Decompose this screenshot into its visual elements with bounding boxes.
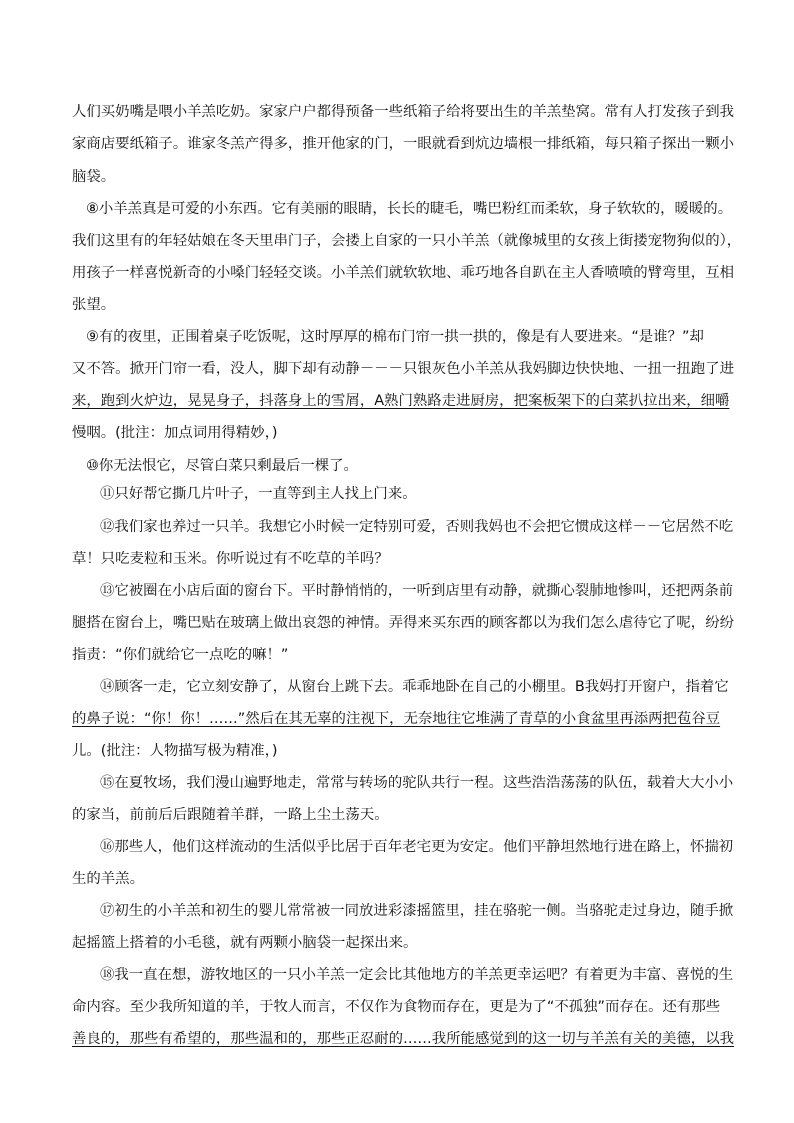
underlined-line-c: 善良的，那些有希望的，那些温和的，那些正忍耐的……我所能感觉到的这一切与羊羔有关的美德，以我 [72,1031,734,1047]
text-line: 又不答。掀开门帘一看，没人，脚下却有动静－－－只银灰色小羊羔从我妈脚边快快地、一扭一扭跑了进 [72,361,734,377]
paragraph-12-line: ⑫我们家也养过一只羊。我想它小时候一定特别可爱，否则我妈也不会把它惯成这样－－它居然不吃 [100,519,734,535]
paragraph-13-line: ⑬它被圈在小店后面的窗台下。平时静悄悄的，一听到店里有动静，就撕心裂肺地惨叫，还把两条前 [100,583,734,599]
text-line: 的家当，前前后后跟随着羊群，一路上尘土荡天。 [72,807,389,823]
paragraph-11-line: ⑪只好帮它撕几片叶子，一直等到主人找上门来。 [100,486,417,502]
annotation-a-line: 慢咽。(批注：加点词用得精妙，) [72,425,278,441]
text-line: 起摇篮上搭着的小毛毯，就有两颗小脑袋一起探出来。 [72,935,418,951]
text-line: 我们这里有的年轻姑娘在冬天里串门子，会搂上自家的一只小羊羔（就像城里的女孩上街搂宠物狗似的）， [72,233,742,249]
paragraph-8-line: ⑧小羊羔真是可爱的小东西。它有美丽的眼睛，长长的睫毛，嘴巴粉红而柔软，身子软软的，暖暖的。 [86,201,733,217]
paragraph-14-line: ⑭顾客一走，它立刻安静了，从窗台上跳下去。乖乖地卧在自己的小棚里。B我妈打开窗户，指着它 [100,679,729,695]
underlined-line-b: 的鼻子说：“你！你！……”然后在其无辜的注视下，无奈地往它堆满了青草的小食盆里再添两把苞谷豆 [72,711,721,727]
paragraph-10-line: ⑩你无法恨它，尽管白菜只剩最后一棵了。 [86,458,358,474]
text-line: 张望。 [72,297,116,313]
text-line: 用孩子一样喜悦新奇的小嗓门轻轻交谈。小羊羔们就软软地、乖巧地各自趴在主人香喷喷的臂弯里，互相 [72,265,734,281]
paragraph-15-line: ⑮在夏牧场，我们漫山遍野地走，常常与转场的驼队共行一程。这些浩浩荡荡的队伍，载着大大小小 [100,775,734,791]
paragraph-16-line: ⑯那些人，他们这样流动的生活似乎比居于百年老宅更为安定。他们平静坦然地行进在路上，怀揣初 [100,839,734,855]
text-line: 生的羊羔。 [72,871,144,887]
text-line: 草！只吃麦粒和玉米。你听说过有不吃草的羊吗？ [72,551,389,567]
text-line: 腿搭在窗台上，嘴巴贴在玻璃上做出哀怨的神情。弄得来买东西的顾客都以为我们怎么虐待它了呢，纷纷 [72,615,734,631]
text-line: 人们买奶嘴是喂小羊羔吃奶。家家户户都得预备一些纸箱子给将要出生的羊羔垫窝。常有人打发孩子到我 [72,104,734,120]
text-line: 脑袋。 [72,169,116,185]
paragraph-17-line: ⑰初生的小羊羔和初生的婴儿常常被一同放进彩漆摇篮里，挂在骆驼一侧。当骆驼走过身边，随手掀 [100,903,734,919]
paragraph-18-line: ⑱我一直在想，游牧地区的一只小羊羔一定会比其他地方的羊羔更幸运吧？有着更为丰富、喜悦的生 [100,967,734,983]
underlined-line-a: 来，跑到火炉边，晃晃身子，抖落身上的雪屑，A熟门熟路走进厨房，把案板架下的白菜扒拉出来，细嚼 [72,393,730,409]
paragraph-9-line: ⑨有的夜里，正围着桌子吃饭呢，这时厚厚的棉布门帘一拱一拱的，像是有人要进来。“是谁？”却 [86,329,704,345]
text-line: 命内容。至少我所知道的羊，于牧人而言，不仅作为食物而存在，更是为了“不孤独”而存在。还有那些 [72,999,721,1015]
text-line: 家商店要纸箱子。谁家冬羔产得多，推开他家的门，一眼就看到炕边墙根一排纸箱，每只箱子探出一颗小 [72,136,734,152]
annotation-b-line: 儿。(批注：人物描写极为精准，) [72,743,278,759]
text-line: 指责：“你们就给它一点吃的嘛！” [72,647,289,663]
